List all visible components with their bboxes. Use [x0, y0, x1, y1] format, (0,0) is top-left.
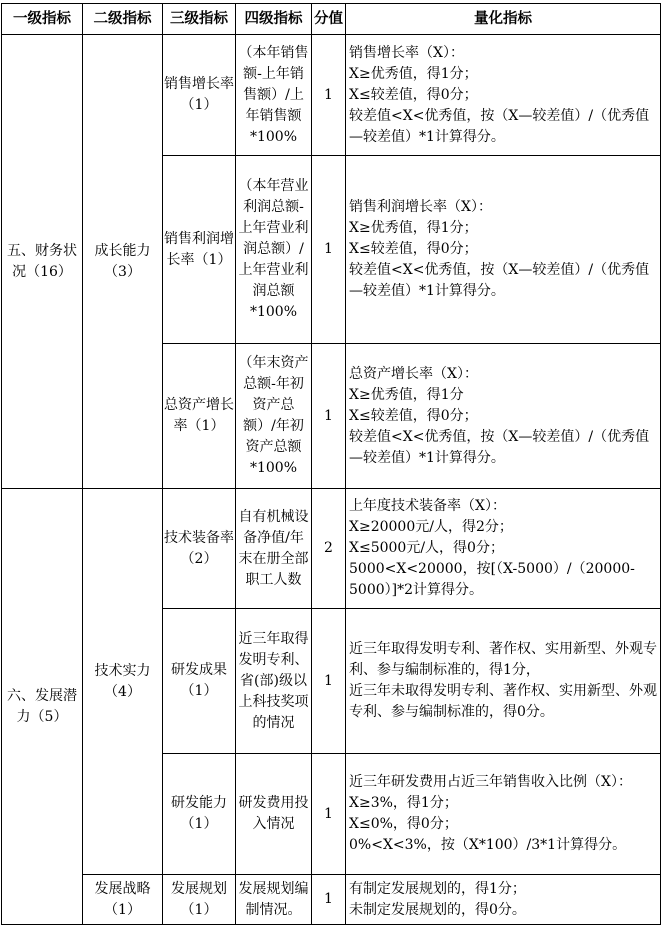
score-cell: 1	[312, 754, 346, 875]
quant-cell	[346, 156, 661, 344]
level2-strategy: 发展战略（1）	[83, 875, 163, 925]
header-score: 分值	[312, 4, 346, 35]
table-row	[2, 35, 661, 156]
quant-line: 近三年研发费用占近三年销售收入比例（X）：	[349, 774, 632, 790]
level4-cell: 研发费用投入情况	[236, 754, 312, 875]
quant-cell	[346, 344, 661, 489]
quant-line: X≥优秀值，得1分；	[349, 220, 478, 236]
quant-line: X≤较差值，得0分；	[349, 407, 478, 424]
level4-cell: （本年销售额-上年销售额）/上年销售额*100%	[236, 35, 312, 156]
score-cell: 1	[312, 609, 346, 754]
quant-line: 销售利润增长率（X）：	[349, 199, 492, 215]
quant-cell	[346, 609, 661, 754]
quant-line: X≤0%，得0分；	[349, 816, 458, 832]
quant-cell	[346, 875, 661, 925]
indicator-table	[1, 3, 661, 925]
level3-cell: 销售利润增长率（1）	[163, 156, 236, 344]
table-row	[2, 489, 661, 609]
quant-line: X≥优秀值，得1分；	[349, 65, 478, 82]
level2-growth: 成长能力（3）	[83, 35, 163, 489]
quant-line: 近三年取得发明专利、著作权、实用新型、外观专利、参与编制标准的，得1分，	[349, 641, 657, 678]
quant-line: X≤较差值，得0分；	[349, 241, 478, 257]
level3-cell: 技术装备率（2）	[163, 489, 236, 609]
quant-line: X≥3%，得1分；	[349, 795, 458, 811]
quant-line: X≥优秀值，得1分	[349, 386, 464, 403]
header-row	[2, 4, 661, 35]
level4-cell: 近三年取得发明专利、省(部)级以上科技奖项的情况	[236, 609, 312, 754]
level3-cell: 研发成果（1）	[163, 609, 236, 754]
quant-line: X≤较差值，得0分；	[349, 86, 478, 103]
quant-line: 0%<X<3%，按（X*100）/3*1计算得分。	[349, 837, 627, 853]
quant-line: 有制定发展规划的，得1分；	[349, 880, 526, 897]
header-level3: 三级指标	[163, 4, 236, 35]
level2-tech: 技术实力（4）	[83, 489, 163, 875]
quant-line: X≥20000元/人，得2分；	[349, 519, 513, 535]
quant-cell	[346, 35, 661, 156]
quant-line: 5000<X<20000，按[（X-5000）/（20000-5000）]*2计算得分。	[349, 561, 635, 598]
level3-cell: 销售增长率（1）	[163, 35, 236, 156]
quant-cell	[346, 754, 661, 875]
score-cell: 1	[312, 35, 346, 156]
quant-cell	[346, 489, 661, 609]
quant-line: 总资产增长率（X）：	[349, 365, 478, 382]
quant-line: 销售增长率（X）：	[349, 44, 464, 61]
score-cell: 1	[312, 875, 346, 925]
header-level2: 二级指标	[83, 4, 163, 35]
score-cell: 1	[312, 344, 346, 489]
level3-cell: 研发能力（1）	[163, 754, 236, 875]
level1-potential: 六、发展潜力（5）	[2, 489, 83, 925]
score-cell: 1	[312, 156, 346, 344]
level4-cell: 自有机械设备净值/年末在册全部职工人数	[236, 489, 312, 609]
quant-line: 较差值<X<优秀值，按（X—较差值）/（优秀值—较差值）*1计算得分。	[349, 107, 650, 145]
quant-line: 较差值<X<优秀值，按（X—较差值）/（优秀值—较差值）*1计算得分。	[349, 262, 650, 299]
level3-cell: 总资产增长率（1）	[163, 344, 236, 489]
table-row	[2, 875, 661, 925]
header-level4: 四级指标	[236, 4, 312, 35]
quant-line: 上年度技术装备率（X）：	[349, 498, 506, 514]
quant-line: 未制定发展规划的，得0分。	[349, 901, 526, 918]
quant-line: 近三年未取得发明专利、著作权、实用新型、外观专利、参与编制标准的，得0分。	[349, 683, 657, 720]
score-cell: 2	[312, 489, 346, 609]
level1-finance: 五、财务状况（16）	[2, 35, 83, 489]
level4-cell: （年末资产总额-年初资产总额）/年初资产总额*100%	[236, 344, 312, 489]
header-quant: 量化指标	[346, 4, 661, 35]
level4-cell: 发展规划编制情况。	[236, 875, 312, 925]
quant-line: X≤5000元/人，得0分；	[349, 540, 504, 556]
level3-cell: 发展规划（1）	[163, 875, 236, 925]
header-level1: 一级指标	[2, 4, 83, 35]
quant-line: 较差值<X<优秀值，按（X—较差值）/（优秀值—较差值）*1计算得分。	[349, 428, 650, 466]
level4-cell: （本年营业利润总额-上年营业利润总额）/上年营业利润总额*100%	[236, 156, 312, 344]
